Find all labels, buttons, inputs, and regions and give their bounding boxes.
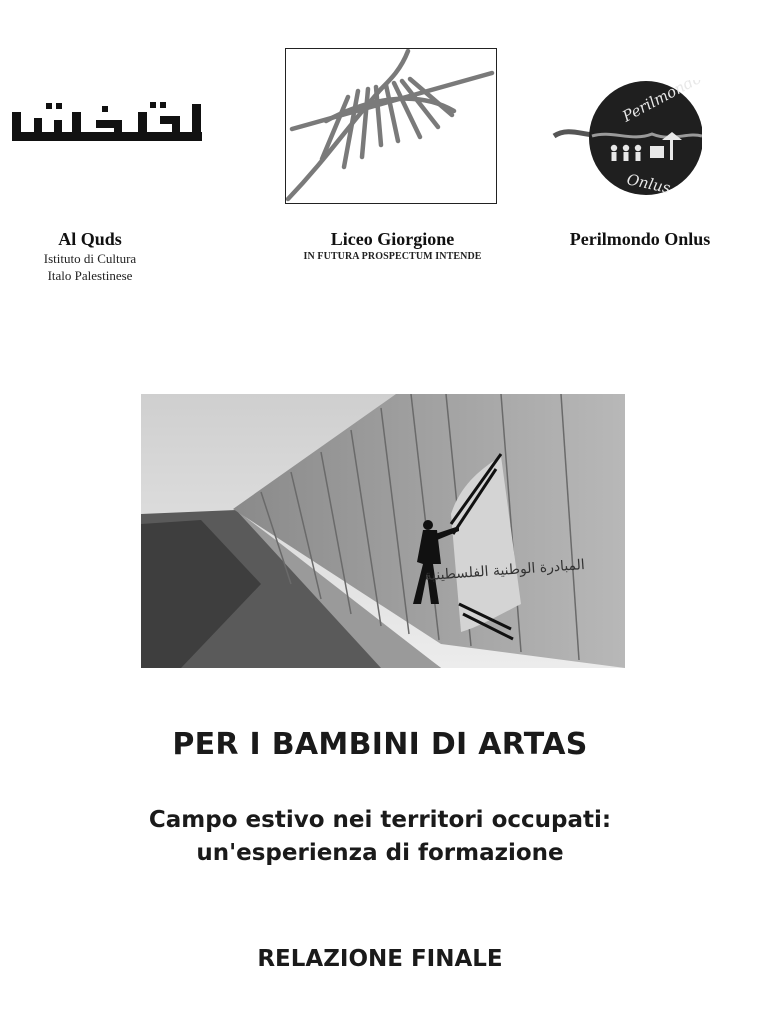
al-quds-logo — [10, 98, 206, 156]
subtitle-line-2: un'esperienza di formazione — [196, 840, 564, 866]
report-label: RELAZIONE FINALE — [257, 946, 503, 972]
liceo-giorgione-logo — [285, 48, 497, 204]
al-quds-caption — [20, 228, 160, 284]
perilmondo-ring-text-top: Perilmondo — [619, 80, 702, 126]
al-quds-arabic-calligraphy-icon — [10, 98, 206, 156]
document-subtitle — [0, 804, 760, 870]
perilmondo-caption — [540, 228, 740, 250]
liceo-abstract-line-icon — [286, 49, 495, 202]
al-quds-line1: Istituto di Cultura — [43, 251, 137, 266]
perilmondo-ring-text-bottom: Onlus — [625, 170, 673, 198]
subtitle-line-1: Campo estivo nei territori occupati: — [148, 807, 612, 833]
al-quds-line2: Italo Palestinese — [47, 268, 133, 283]
al-quds-name: Al Quds — [58, 229, 122, 249]
liceo-caption — [270, 228, 515, 264]
liceo-name: Liceo Giorgione — [330, 229, 455, 249]
wall-graffiti-photo-icon — [141, 394, 625, 668]
perilmondo-name: Perilmondo Onlus — [569, 229, 711, 249]
svg-text:القدس: القدس — [108, 154, 111, 155]
perilmondo-circle-icon — [552, 80, 702, 198]
graffiti-arabic-text: المبادرة الوطنية الفلسطينية — [424, 557, 586, 585]
perilmondo-logo — [552, 80, 702, 198]
wall-photo — [141, 394, 625, 668]
document-title: PER I BAMBINI DI ARTAS — [172, 727, 588, 762]
liceo-motto: IN FUTURA PROSPECTUM INTENDE — [303, 251, 482, 262]
